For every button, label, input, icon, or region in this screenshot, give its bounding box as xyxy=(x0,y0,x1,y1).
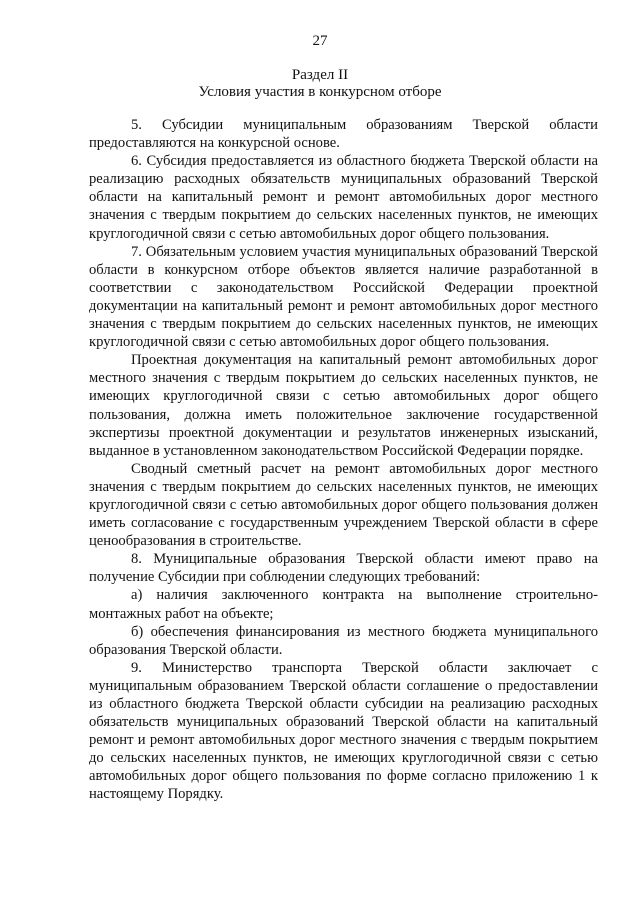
paragraph-9: 9. Министерство транспорта Тверской области заключает с муниципальным образованием Тверской области соглашение о предоставлении из областного бюджета Тверской области субсидии на реализацию расходных обязательств муниципальных образований Тверской области на капитальный ремонт и ремонт автомобильных дорог местного значения с твердым покрытием до сельских населенных пунктов, не имеющих круглогодичной связи с сетью автомобильных дорог общего пользования по форме согласно приложению 1 к настоящему Порядку. xyxy=(89,659,598,803)
paragraph-5: 5. Субсидии муниципальным образованиям Тверской области предоставляются на конкурсной основе. xyxy=(89,117,598,152)
paragraph-estimate: Сводный сметный расчет на ремонт автомобильных дорог местного значения с твердым покрытием до сельских населенных пунктов, не имеющих круглогодичной связи с сетью автомобильных дорог общего пользования должен иметь согласование с государственным учреждением Тверской области в сфере ценообразования в строительстве. xyxy=(89,460,598,550)
paragraph-design-docs: Проектная документация на капитальный ремонт автомобильных дорог местного значения с твердым покрытием до сельских населенных пунктов, не имеющих круглогодичной связи с сетью автомобильных дорог общего пользования, должна иметь положительное заключение государственной экспертизы проектной документации и результатов инженерных изысканий, выданное в установленном законодательством Российской Федерации порядке. xyxy=(89,352,598,459)
paragraph-8b: б) обеспечения финансирования из местного бюджета муниципального образования Тверской области. xyxy=(89,623,598,658)
paragraph-7: 7. Обязательным условием участия муниципальных образований Тверской области в конкурсном отборе объектов является наличие разработанной в соответствии с законодательством Российской Федерации проектной документации на капитальный ремонт и ремонт автомобильных дорог местного значения с твердым покрытием до сельских населенных пунктов, не имеющих круглогодичной связи с сетью автомобильных дорог общего пользования. xyxy=(89,243,598,351)
paragraph-6: 6. Субсидия предоставляется из областного бюджета Тверской области на реализацию расходных обязательств муниципальных образований Тверской области на капитальный ремонт и ремонт автомобильных дорог местного значения с твердым покрытием до сельских населенных пунктов, не имеющих круглогодичной связи с сетью автомобильных дорог общего пользования. xyxy=(89,153,598,242)
document-body xyxy=(89,116,598,804)
section-label: Раздел II xyxy=(291,67,349,83)
page-number: 27 xyxy=(312,33,328,49)
section-title: Условия участия в конкурсном отборе xyxy=(198,84,442,100)
paragraph-8: 8. Муниципальные образования Тверской области имеют право на получение Субсидии при соблюдении следующих требований: xyxy=(89,551,598,586)
paragraph-8a: а) наличия заключенного контракта на выполнение строительно-монтажных работ на объекте; xyxy=(89,587,598,622)
